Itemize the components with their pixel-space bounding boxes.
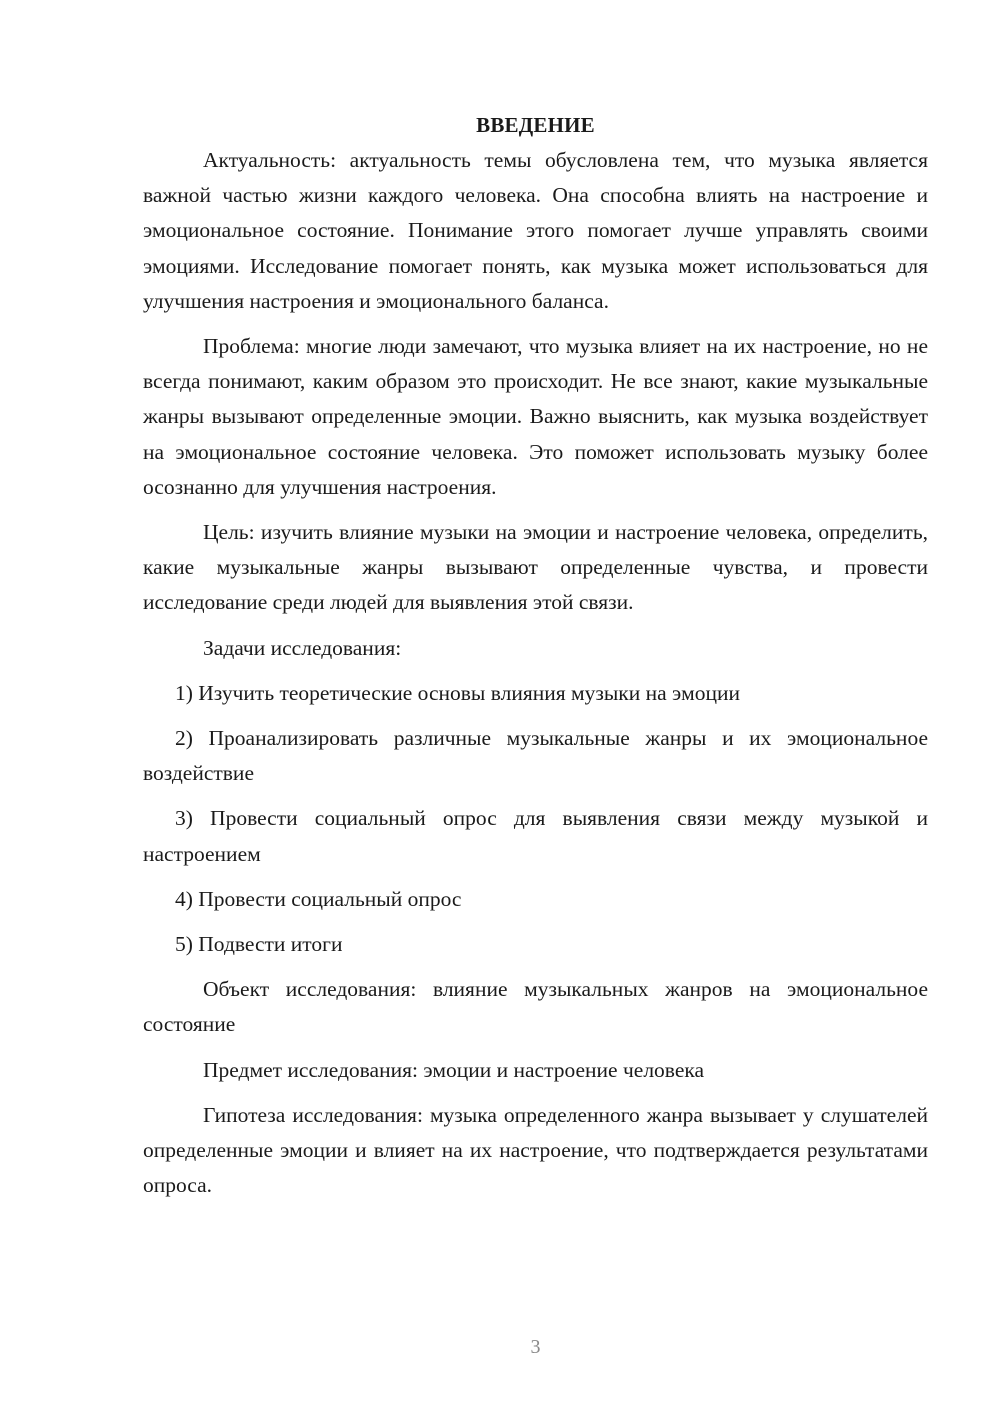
document-body bbox=[143, 143, 928, 1203]
paragraph-subject: Предмет исследования: эмоции и настроение человека bbox=[203, 1057, 705, 1082]
task-item-1: 1) Изучить теоретические основы влияния музыки на эмоции bbox=[175, 680, 740, 705]
task-item-2: 2) Проанализировать различные музыкальные жанры и их эмоциональное воздействие bbox=[143, 726, 928, 786]
paragraph-problem: Проблема: многие люди замечают, что музыка влияет на их настроение, но не всегда понимают, каким образом это происходит. Не все знают, какие музыкальные жанры вызывают определенные эмоции. Важно выяснить, как музыка воздействует на эмоциональное состояние человека. Это поможет использовать музыку более осознанно для улучшения настроения. bbox=[143, 334, 928, 499]
task-item-5: 5) Подвести итоги bbox=[175, 932, 343, 957]
paragraph-hypothesis: Гипотеза исследования: музыка определенного жанра вызывает у слушателей определенные эмоции и влияет на их настроение, что подтверждается результатами опроса. bbox=[143, 1102, 928, 1198]
task-item-4: 4) Провести социальный опрос bbox=[175, 886, 462, 911]
paragraph-object: Объект исследования: влияние музыкальных жанров на эмоциональное состояние bbox=[143, 977, 928, 1037]
task-item-3: 3) Провести социальный опрос для выявления связи между музыкой и настроением bbox=[143, 806, 928, 866]
page-number: 3 bbox=[530, 1336, 541, 1358]
paragraph-goal: Цель: изучить влияние музыки на эмоции и настроение человека, определить, какие музыкальные жанры вызывают определенные чувства, и провести исследование среди людей для выявления этой связи. bbox=[143, 520, 928, 615]
page-title: ВВЕДЕНИЕ bbox=[476, 113, 595, 138]
tasks-heading: Задачи исследования: bbox=[203, 635, 402, 660]
paragraph-relevance: Актуальность: актуальность темы обусловлена тем, что музыка является важной частью жизни каждого человека. Она способна влиять на настроение и эмоциональное состояние. Понимание этого помогает лучше управлять своими эмоциями. Исследование помогает понять, как музыка может использоваться для улучшения настроения и эмоционального баланса. bbox=[143, 148, 928, 313]
